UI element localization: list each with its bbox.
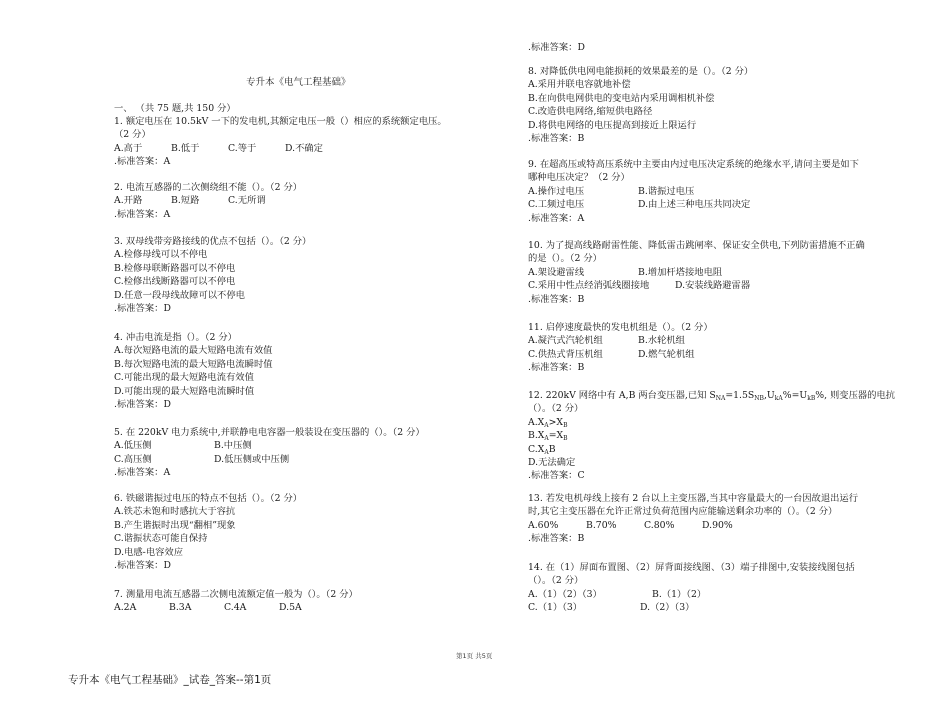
option-c: C.工频过电压 <box>528 199 585 211</box>
option-b: B.短路 <box>171 195 200 207</box>
question-5 <box>114 426 425 480</box>
question-stem: 1. 额定电压在 10.5kV 一下的发电机,其额定电压一般（）相应的系统额定电压。 <box>114 116 447 127</box>
option-a: A.高于 <box>114 142 143 154</box>
option-a: A.（1）（2）（3） <box>528 588 602 600</box>
question-stem: 4. 冲击电流是指（）。（2 分） <box>114 332 237 343</box>
option-b: B.水轮机组 <box>638 335 685 347</box>
option-a: A.60% <box>528 519 559 531</box>
option-c: C.80% <box>644 519 675 531</box>
question-stem: 5. 在 220kV 电力系统中,并联静电电容器一般装设在变压器的（）。（2 分） <box>114 427 425 438</box>
question-stem: 8. 对降低供电网电能损耗的效果最差的是（）。（2 分） <box>528 66 754 77</box>
option-b: B.3A <box>169 602 192 614</box>
answer: .标准答案：D <box>114 399 171 411</box>
option-d: D.5A <box>279 602 302 614</box>
options-row <box>114 142 447 155</box>
options-row <box>528 348 713 361</box>
option-a: A.凝汽式汽轮机组 <box>528 335 603 347</box>
question-stem: （2 分） <box>114 129 151 141</box>
option-c: C.可能出现的最大短路电流有效值 <box>114 372 254 384</box>
option-a: A.2A <box>114 602 137 614</box>
question-stem: 6. 铁磁谐振过电压的特点不包括（）。（2 分） <box>114 493 303 504</box>
question-stem: 的是（）。（2 分） <box>528 253 602 265</box>
question-stem: （）。（2 分） <box>528 403 584 415</box>
option-d: D.电感-电容效应 <box>114 546 184 558</box>
question-stem: 哪种电压决定？（2 分） <box>528 172 630 184</box>
question-stem: 7. 测量用电流互感器二次侧电流额定值一般为（）。（2 分） <box>114 589 358 600</box>
question-3 <box>114 235 311 315</box>
question-4 <box>114 331 273 411</box>
option-b: B.中压侧 <box>214 440 252 452</box>
options-row <box>528 279 865 292</box>
page-indicator: 第1页 共5页 <box>456 652 493 660</box>
option-a: A.采用并联电容就地补偿 <box>528 79 631 91</box>
option-c: C.检修出线断路器可以不停电 <box>114 276 236 288</box>
option-d: D.无法确定 <box>528 457 576 469</box>
question-10 <box>528 239 865 306</box>
options-row <box>528 601 855 614</box>
option-d: D.将供电网络的电压提高到接近上限运行 <box>528 119 697 131</box>
footer-filename: 专升本《电气工程基础》_试卷_答案--第1页 <box>68 674 272 686</box>
option-d: D.可能出现的最大短路电流瞬时值 <box>114 385 255 397</box>
option-c: C.4A <box>224 602 247 614</box>
option-d: D.由上述三种电压共同决定 <box>638 199 751 211</box>
option-b: B.每次短路电流的最大短路电流瞬时值 <box>114 358 273 370</box>
option-c: C.高压侧 <box>114 453 152 465</box>
option-b: B.增加杆塔接地电阻 <box>638 266 723 278</box>
answer: .标准答案：D <box>114 303 171 315</box>
option-d: D.燃气轮机组 <box>638 348 695 360</box>
question-stem: 2. 电流互感器的二次侧绕组不能（）。（2 分） <box>114 182 303 193</box>
option-c: C.（1）（3） <box>528 602 583 614</box>
section-header: 一、 （共 75 题,共 150 分） <box>114 103 236 114</box>
option-c: C.改造供电网络,缩短供电路径 <box>528 106 653 118</box>
option-a: A.低压侧 <box>114 440 152 452</box>
question-2 <box>114 181 302 221</box>
answer: .标准答案：B <box>528 362 585 374</box>
option-d: D.不确定 <box>285 142 323 154</box>
answer: .标准答案：A <box>114 467 171 479</box>
options-row <box>528 334 713 347</box>
answer: .标准答案：C <box>528 470 585 482</box>
options-row <box>528 519 858 532</box>
option-c: C.谐振状态可能自保持 <box>114 533 208 545</box>
option-b: B.低于 <box>171 142 200 154</box>
answer: .标准答案：B <box>528 133 585 145</box>
options-row <box>114 439 425 452</box>
options-row <box>528 185 859 198</box>
question-1 <box>114 115 447 169</box>
option-d: D.90% <box>702 519 733 531</box>
option-a: A.检修母线可以不停电 <box>114 249 208 261</box>
doc-title: 专升本《电气工程基础》 <box>246 77 351 88</box>
option-a: A.每次短路电流的最大短路电流有效值 <box>114 345 273 357</box>
option-b: B.（1）（2） <box>652 588 707 600</box>
options-row <box>528 198 859 211</box>
option-b: B.70% <box>586 519 617 531</box>
option-a: A.铁芯未饱和时感抗大于容抗 <box>114 506 236 518</box>
options-row <box>114 601 358 614</box>
option-c: C.供热式背压机组 <box>528 348 603 360</box>
carried-answer: .标准答案：D <box>528 42 585 53</box>
question-stem: 12. 220kV 网络中有 A,B 两台变压器,已知 $S_{NA}=1.5S_{NB},U_{kA}\%=U_{kB}\%$, 则变压器的电抗 <box>528 390 896 402</box>
option-d: D.任意一段母线故障可以不停电 <box>114 289 245 301</box>
question-11 <box>528 321 713 375</box>
question-stem: 10. 为了提高线路耐雷性能、降低雷击跳闸率、保证安全供电,下列防雷措施不正确 <box>528 240 865 251</box>
answer: .标准答案：A <box>114 208 171 220</box>
option-b: $B.X_A=X_B$ <box>528 430 568 443</box>
question-14 <box>528 561 855 615</box>
option-c: $C.X_AB$ <box>528 443 556 456</box>
answer: .标准答案：A <box>528 212 585 224</box>
question-7 <box>114 588 358 615</box>
option-b: B.在向供电网供电的变电站内采用调相机补偿 <box>528 92 715 104</box>
option-a: A.开路 <box>114 195 143 207</box>
options-row <box>114 194 302 207</box>
answer: .标准答案：B <box>528 533 585 545</box>
option-d: D.安装线路避雷器 <box>675 280 751 292</box>
question-stem: 时,其它主变压器在允许正常过负荷范围内应能输送剩余功率的（）。（2 分） <box>528 506 838 518</box>
option-a: A.操作过电压 <box>528 185 585 197</box>
option-a: A.架设避雷线 <box>528 266 585 278</box>
question-12 <box>528 389 895 483</box>
options-row <box>114 453 425 466</box>
options-row <box>528 266 865 279</box>
option-d: D.（2）（3） <box>640 602 695 614</box>
option-b: B.检修母联断路器可以不停电 <box>114 262 236 274</box>
option-a: $A.X_A>X_B$ <box>528 416 568 429</box>
option-d: D.低压侧或中压侧 <box>214 453 290 465</box>
answer: .标准答案：D <box>114 560 171 572</box>
question-stem: （）。（2 分） <box>528 575 584 587</box>
answer: .标准答案：A <box>114 156 171 168</box>
option-c: C.采用中性点经消弧线圈接地 <box>528 280 650 292</box>
option-b: B.谐振过电压 <box>638 185 695 197</box>
option-c: C.等于 <box>228 142 257 154</box>
options-row <box>528 588 855 601</box>
question-stem: 13. 若发电机母线上接有 2 台以上主变压器,当其中容量最大的一台因故退出运行 <box>528 493 859 504</box>
answer: .标准答案：B <box>528 293 585 305</box>
option-b: B.产生谐振时出现“翻相”现象 <box>114 519 236 531</box>
question-stem: 14. 在（1）屏面布置图、（2）屏背面接线图、（3）端子排图中,安装接线图包括 <box>528 562 855 573</box>
question-stem: 11. 启停速度最快的发电机组是（）。（2 分） <box>528 322 713 333</box>
question-8 <box>528 65 753 145</box>
question-9 <box>528 158 859 225</box>
question-stem: 3. 双母线带旁路接线的优点不包括（）。（2 分） <box>114 236 312 247</box>
question-stem: 9. 在超高压或特高压系统中主要由内过电压决定系统的绝缘水平,请问主要是如下 <box>528 159 859 170</box>
question-6 <box>114 492 302 572</box>
question-13 <box>528 492 858 546</box>
option-c: C.无所谓 <box>228 195 266 207</box>
